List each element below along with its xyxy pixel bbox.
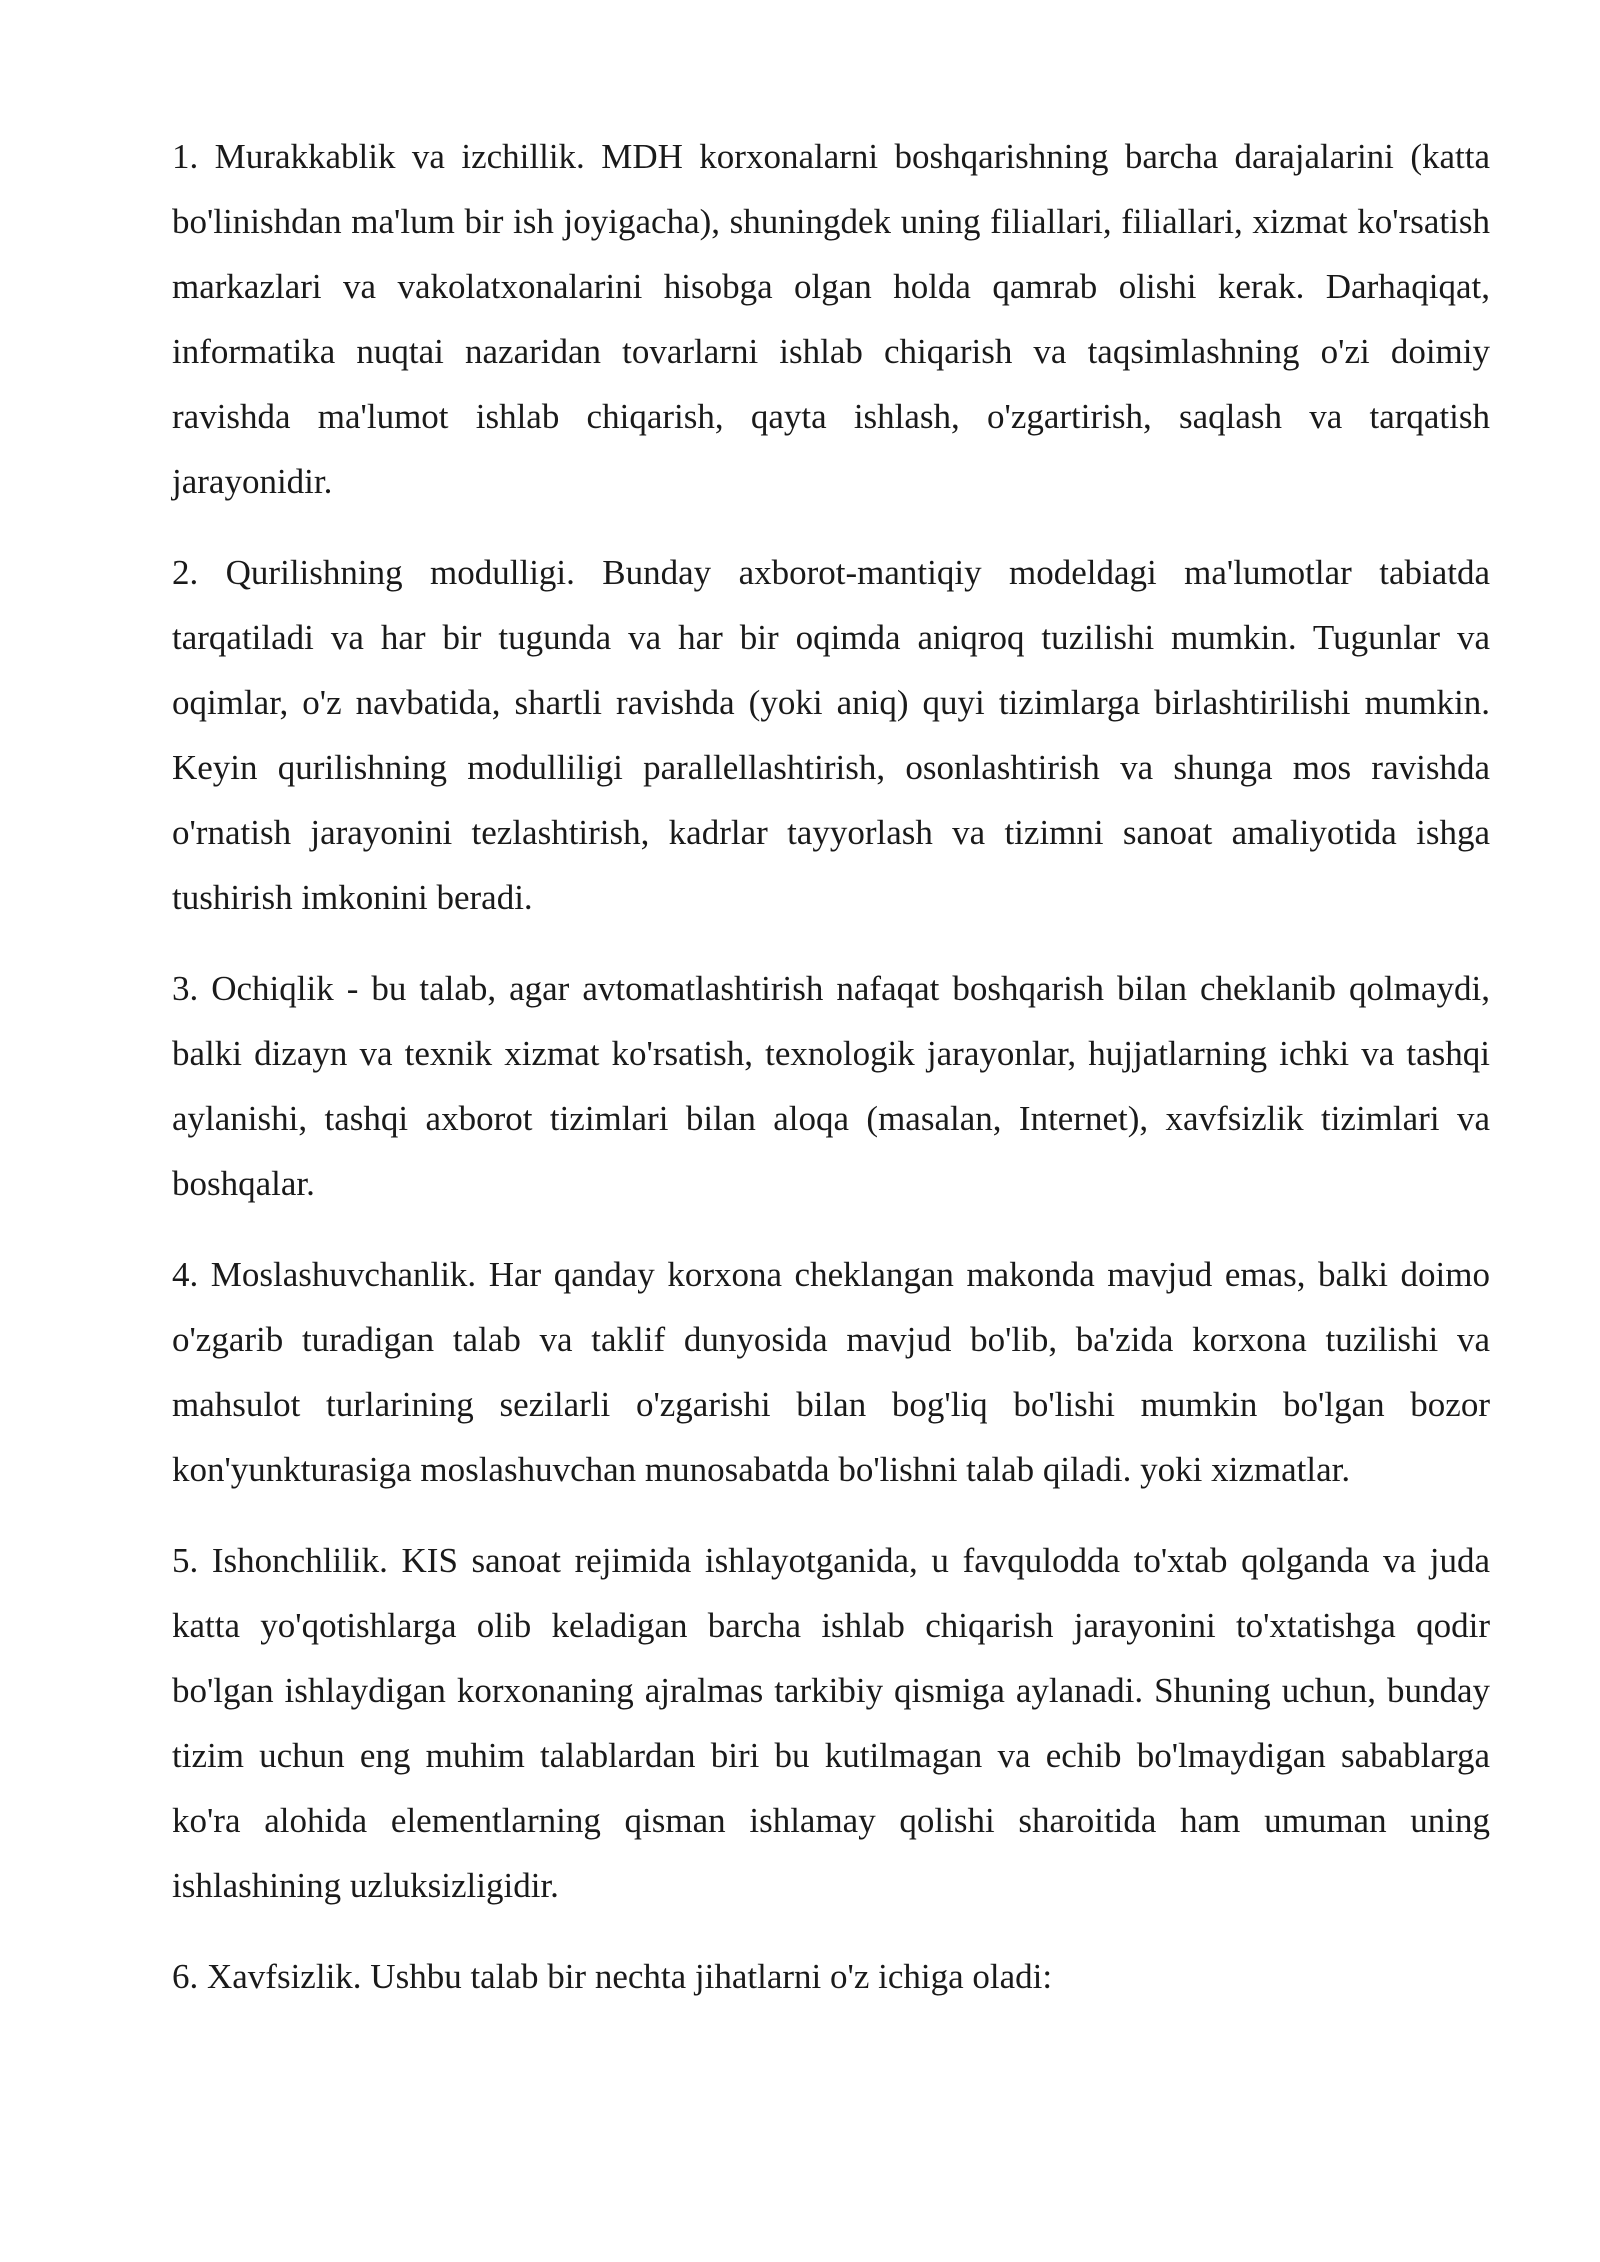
paragraph-4: 4. Moslashuvchanlik. Har qanday korxona cheklangan makonda mavjud emas, balki doimo o'zgarib turadigan talab va taklif dunyosida mavjud bo'lib, ba'zida korxona tuzilishi va mahsulot turlarining sezilarli o'zgarishi bilan bog'liq bo'lishi mumkin bo'lgan bozor kon'yunkturasiga moslashuvchan munosabatda bo'lishni talab qiladi. yoki xizmatlar. <box>172 1255 1490 1489</box>
paragraph-6: 6. Xavfsizlik. Ushbu talab bir nechta jihatlarni o'z ichiga oladi: <box>172 1957 1053 1996</box>
paragraph-3: 3. Ochiqlik - bu talab, agar avtomatlashtirish nafaqat boshqarish bilan cheklanib qolmaydi, balki dizayn va texnik xizmat ko'rsatish, texnologik jarayonlar, hujjatlarning ichki va tashqi aylanishi, tashqi axborot tizimlari bilan aloqa (masalan, Internet), xavfsizlik tizimlari va boshqalar. <box>172 969 1490 1203</box>
document-body <box>172 124 1490 2035</box>
paragraph-5: 5. Ishonchlilik. KIS sanoat rejimida ishlayotganida, u favqulodda to'xtab qolganda va juda katta yo'qotishlarga olib keladigan barcha ishlab chiqarish jarayonini to'xtatishga qodir bo'lgan ishlaydigan korxonaning ajralmas tarkibiy qismiga aylanadi. Shuning uchun, bunday tizim uchun eng muhim talablardan biri bu kutilmagan va echib bo'lmaydigan sabablarga ko'ra alohida elementlarning qisman ishlamay qolishi sharoitida ham umuman uning ishlashining uzluksizligidir. <box>172 1541 1490 1905</box>
paragraph-1: 1. Murakkablik va izchillik. MDH korxonalarni boshqarishning barcha darajalarini (katta bo'linishdan ma'lum bir ish joyigacha), shuningdek uning filiallari, filiallari, xizmat ko'rsatish markazlari va vakolatxonalarini hisobga olgan holda qamrab olishi kerak. Darhaqiqat, informatika nuqtai nazaridan tovarlarni ishlab chiqarish va taqsimlashning o'zi doimiy ravishda ma'lumot ishlab chiqarish, qayta ishlash, o'zgartirish, saqlash va tarqatish jarayonidir. <box>172 137 1490 501</box>
paragraph-2: 2. Qurilishning modulligi. Bunday axborot-mantiqiy modeldagi ma'lumotlar tabiatda tarqatiladi va har bir tugunda va har bir oqimda aniqroq tuzilishi mumkin. Tugunlar va oqimlar, o'z navbatida, shartli ravishda (yoki aniq) quyi tizimlarga birlashtirilishi mumkin. Keyin qurilishning modulliligi parallellashtirish, osonlashtirish va shunga mos ravishda o'rnatish jarayonini tezlashtirish, kadrlar tayyorlash va tizimni sanoat amaliyotida ishga tushirish imkonini beradi. <box>172 553 1490 917</box>
